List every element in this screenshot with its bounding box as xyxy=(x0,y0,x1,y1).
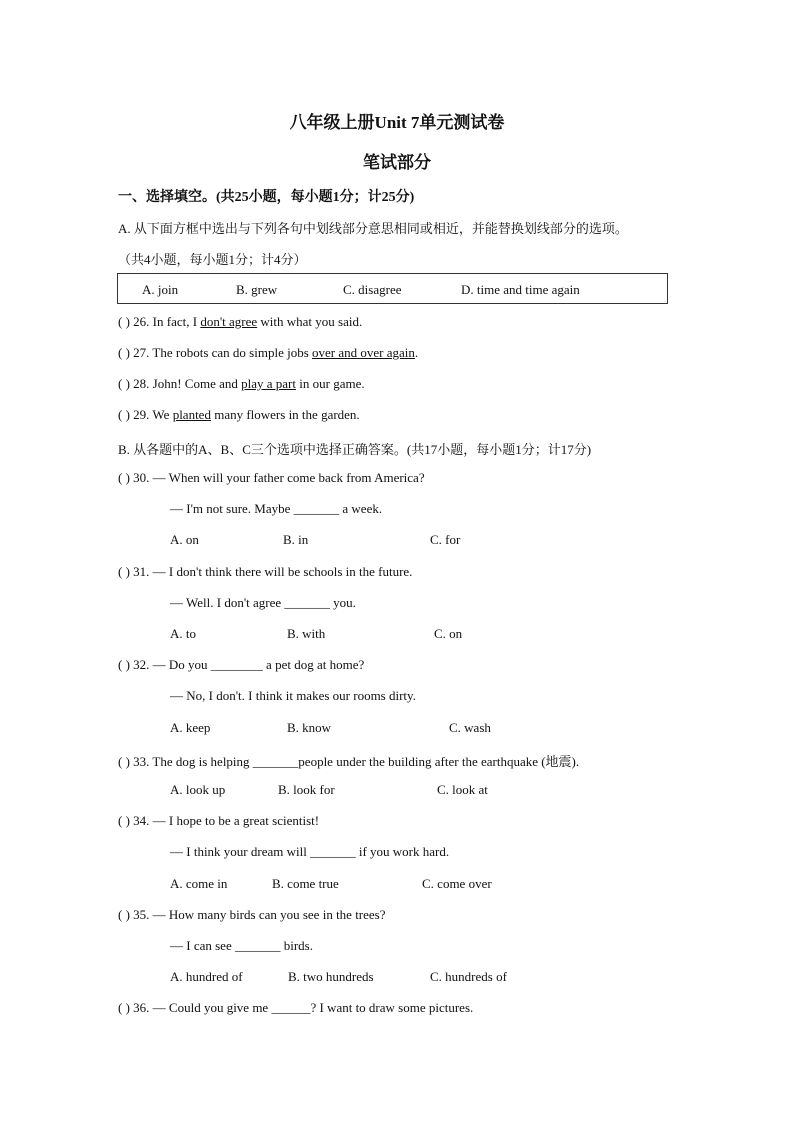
q35-option-b: B. two hundreds xyxy=(288,969,374,984)
q33-option-a: A. look up xyxy=(170,782,226,797)
q32-option-b: B. know xyxy=(287,720,332,735)
question-26: ( ) 26. In fact, I don't agree with what you said. xyxy=(118,314,363,329)
q31-option-b: B. with xyxy=(287,626,326,641)
question-29: ( ) 29. We planted many flowers in the garden. xyxy=(118,407,360,422)
question-32-reply: — No, I don't. I think it makes our rooms dirty. xyxy=(170,688,416,703)
q33-option-c: C. look at xyxy=(437,782,488,797)
question-36: ( ) 36. — Could you give me ______? I want to draw some pictures. xyxy=(118,1000,474,1015)
q32-option-a: A. keep xyxy=(170,720,211,735)
box-option-a: A. join xyxy=(142,282,179,297)
q32-option-c: C. wash xyxy=(449,720,491,735)
part-a-instruction: A. 从下面方框中选出与下列各句中划线部分意思相同或相近，并能替换划线部分的选项。 xyxy=(118,221,628,236)
part-b-instruction: B. 从各题中的A、B、C三个选项中选择正确答案。(共17小题，每小题1分；计17分) xyxy=(118,442,592,457)
question-34: ( ) 34. — I hope to be a great scientist! xyxy=(118,813,320,828)
q33-option-b: B. look for xyxy=(278,782,335,797)
q30-option-c: C. for xyxy=(430,532,461,547)
q30-option-a: A. on xyxy=(170,532,199,547)
box-option-d: D. time and time again xyxy=(461,282,580,297)
q34-option-a: A. come in xyxy=(170,876,228,891)
question-31-reply: — Well. I don't agree _______ you. xyxy=(170,595,356,610)
exam-title: 八年级上册Unit 7单元测试卷 xyxy=(289,113,505,132)
q35-option-c: C. hundreds of xyxy=(430,969,507,984)
section-heading: 一、选择填空。(共25小题，每小题1分；计25分) xyxy=(118,190,415,205)
box-option-b: B. grew xyxy=(236,282,278,297)
q34-option-c: C. come over xyxy=(422,876,492,891)
q34-option-b: B. come true xyxy=(272,876,339,891)
q31-option-c: C. on xyxy=(434,626,463,641)
question-30-reply: — I'm not sure. Maybe _______ a week. xyxy=(170,501,383,516)
question-35-reply: — I can see _______ birds. xyxy=(170,938,313,953)
question-31: ( ) 31. — I don't think there will be schools in the future. xyxy=(118,564,413,579)
question-32: ( ) 32. — Do you ________ a pet dog at home? xyxy=(118,657,365,672)
question-34-reply: — I think your dream will _______ if you work hard. xyxy=(170,844,450,859)
question-27: ( ) 27. The robots can do simple jobs over and over again. xyxy=(118,345,419,360)
question-30: ( ) 30. — When will your father come back from America? xyxy=(118,470,425,485)
option-box xyxy=(117,273,668,304)
question-35: ( ) 35. — How many birds can you see in the trees? xyxy=(118,907,386,922)
question-28: ( ) 28. John! Come and play a part in our game. xyxy=(118,376,365,391)
question-33: ( ) 33. The dog is helping _______people under the building after the earthquake (地震). xyxy=(118,754,580,769)
exam-subtitle: 笔试部分 xyxy=(363,153,431,172)
q35-option-a: A. hundred of xyxy=(170,969,243,984)
part-a-score: （共4小题，每小题1分；计4分） xyxy=(118,252,307,267)
q31-option-a: A. to xyxy=(170,626,196,641)
q30-option-b: B. in xyxy=(283,532,309,547)
box-option-c: C. disagree xyxy=(343,282,402,297)
